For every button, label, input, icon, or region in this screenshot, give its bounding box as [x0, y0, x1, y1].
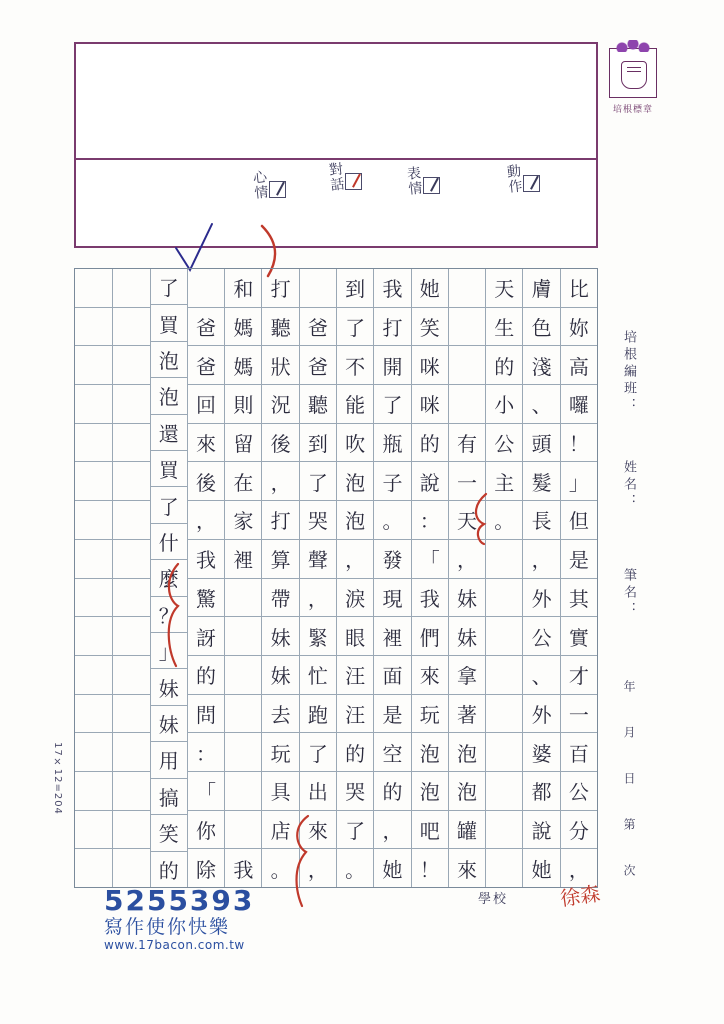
grid-cell[interactable]: 哭	[337, 772, 373, 811]
grid-cell[interactable]	[113, 424, 149, 463]
grid-cell[interactable]: 聲	[300, 540, 336, 579]
grid-cell[interactable]: 裡	[374, 617, 410, 656]
grid-cell[interactable]: 有	[449, 424, 485, 463]
grid-cell[interactable]: 爸	[300, 308, 336, 347]
grid-cell[interactable]	[113, 656, 149, 695]
grid-cell[interactable]: 主	[486, 462, 522, 501]
grid-cell[interactable]	[75, 462, 112, 501]
grid-cell[interactable]: 公	[523, 617, 559, 656]
grid-cell[interactable]: ，	[307, 857, 328, 882]
grid-cell[interactable]: 淚	[337, 579, 373, 618]
school-label: 學校	[478, 892, 509, 907]
grid-cell[interactable]: 的	[486, 346, 522, 385]
grid-cell[interactable]: 我	[374, 269, 410, 308]
grid-cell[interactable]: 來	[457, 857, 478, 882]
grid-cell[interactable]: 淺	[523, 346, 559, 385]
grid-cell[interactable]: 都	[523, 772, 559, 811]
grid-cell[interactable]	[449, 346, 485, 385]
grid-cell[interactable]	[75, 617, 112, 656]
grid-cell[interactable]	[113, 695, 149, 734]
grid-cell[interactable]: 到	[300, 424, 336, 463]
grid-cell[interactable]: 泡	[151, 342, 187, 378]
grid-column	[485, 269, 522, 887]
grid-cell[interactable]	[113, 617, 149, 656]
grid-cell[interactable]	[75, 346, 112, 385]
grid-cell[interactable]: 的	[337, 733, 373, 772]
grid-column	[448, 269, 485, 887]
grid-cell[interactable]: 是	[561, 540, 597, 579]
grid-cell[interactable]	[75, 308, 112, 347]
grid-cell[interactable]	[75, 501, 112, 540]
grid-cell[interactable]: 跑	[300, 695, 336, 734]
grid-cell[interactable]: 來	[188, 424, 224, 463]
grid-cell[interactable]: 買	[151, 451, 187, 487]
grid-column-empty	[75, 269, 112, 887]
grid-cell[interactable]: 了	[374, 385, 410, 424]
grid-cell[interactable]: 帶	[262, 579, 298, 618]
grid-cell[interactable]	[75, 385, 112, 424]
grid-cell[interactable]: 除	[196, 857, 217, 882]
grid-cell[interactable]: 小	[486, 385, 522, 424]
grid-cell[interactable]: 泡	[449, 733, 485, 772]
teacher-signature: 徐森	[558, 881, 602, 911]
grid-cell[interactable]	[75, 269, 112, 308]
field-name[interactable]: 姓名：	[621, 460, 636, 511]
grid-cell[interactable]: 笑	[151, 815, 187, 851]
grid-cell[interactable]: 驚	[188, 579, 224, 618]
grid-cell[interactable]	[75, 656, 112, 695]
grid-cell[interactable]	[449, 308, 485, 347]
grid-cell[interactable]: 了	[300, 462, 336, 501]
checkbox-mood-label: 心情	[250, 169, 270, 201]
grid-cell[interactable]: 了	[337, 308, 373, 347]
grid-cell[interactable]: 笑	[412, 308, 448, 347]
grid-cell[interactable]: 們	[412, 617, 448, 656]
grid-cell[interactable]: 你	[188, 811, 224, 850]
grid-cell[interactable]: 、	[523, 656, 559, 695]
grid-cell[interactable]: 開	[374, 346, 410, 385]
grid-cell[interactable]: 高	[561, 346, 597, 385]
grid-cell[interactable]	[113, 811, 149, 850]
grid-cell[interactable]: 泡	[337, 462, 373, 501]
grid-cell[interactable]: 。	[374, 501, 410, 540]
grid-cell[interactable]: 聽	[262, 308, 298, 347]
grid-cell[interactable]: 緊	[300, 617, 336, 656]
grid-cell[interactable]	[225, 695, 261, 734]
grid-cell[interactable]: 汪	[337, 656, 373, 695]
grid-cell[interactable]: 妹	[449, 579, 485, 618]
grid-cell[interactable]: 其	[561, 579, 597, 618]
grid-cell[interactable]	[486, 772, 522, 811]
checkbox-mood[interactable]	[252, 170, 286, 200]
grid-cell[interactable]: 店	[262, 811, 298, 850]
grid-cell[interactable]: 在	[225, 462, 261, 501]
red-correction-mark-2	[160, 560, 190, 670]
grid-cell[interactable]	[113, 540, 149, 579]
grid-cell[interactable]: 爸	[188, 308, 224, 347]
grid-cell[interactable]: 現	[374, 579, 410, 618]
grid-cell[interactable]: 子	[374, 462, 410, 501]
checkbox-dialogue-label: 對話	[326, 161, 346, 193]
checkbox-expression[interactable]	[406, 166, 440, 196]
grid-cell[interactable]: 的	[158, 858, 179, 883]
grid-cell[interactable]: 一	[449, 462, 485, 501]
grid-cell[interactable]: 婆	[523, 733, 559, 772]
grid-cell[interactable]	[225, 617, 261, 656]
grid-cell[interactable]: ，	[374, 811, 410, 850]
grid-cell[interactable]: 妳	[561, 308, 597, 347]
grid-cell[interactable]: 打	[262, 269, 298, 308]
grid-cell[interactable]: 。	[486, 501, 522, 540]
grid-cell[interactable]: 泡	[151, 378, 187, 414]
grid-cell[interactable]: 留	[225, 424, 261, 463]
grid-cell[interactable]	[225, 656, 261, 695]
grid-cell[interactable]	[225, 772, 261, 811]
grid-cell[interactable]: 但	[561, 501, 597, 540]
checkbox-expression-label: 表情	[404, 165, 424, 197]
grid-cell[interactable]: 外	[523, 579, 559, 618]
grid-cell[interactable]: 的	[374, 772, 410, 811]
grid-cell[interactable]: 天	[486, 269, 522, 308]
logo-caption: 培根標章	[612, 105, 653, 115]
grid-cell[interactable]: 公	[561, 772, 597, 811]
grid-cell[interactable]: 色	[523, 308, 559, 347]
grid-cell[interactable]: 了	[151, 487, 187, 523]
grid-column	[522, 269, 559, 887]
grid-cell[interactable]: 我	[188, 540, 224, 579]
grid-cell[interactable]: 一	[561, 695, 597, 734]
grid-cell[interactable]	[113, 269, 149, 308]
grid-cell[interactable]	[113, 462, 149, 501]
grid-cell[interactable]: 妹	[449, 617, 485, 656]
grid-column	[224, 269, 261, 887]
checkbox-mood-box[interactable]	[269, 181, 286, 198]
grid-cell[interactable]: 打	[374, 308, 410, 347]
grid-cell[interactable]: ，	[300, 579, 336, 618]
grid-cell[interactable]: 髮	[523, 462, 559, 501]
grid-cell[interactable]: 咪	[412, 346, 448, 385]
grid-cell[interactable]: 了	[151, 269, 187, 305]
grid-cell[interactable]: 泡	[449, 772, 485, 811]
grid-cell[interactable]	[486, 849, 522, 887]
checkbox-action-box[interactable]	[523, 175, 540, 192]
grid-column-empty	[112, 269, 149, 887]
grid-cell[interactable]: 算	[262, 540, 298, 579]
grid-cell[interactable]: 比	[561, 269, 597, 308]
grid-cell[interactable]: 用	[151, 742, 187, 778]
grid-cell[interactable]: 拿	[449, 656, 485, 695]
grid-cell[interactable]: ，	[262, 462, 298, 501]
sheet-code: 17×12=204	[52, 742, 63, 815]
grid-cell[interactable]: 、	[523, 385, 559, 424]
slogan-text: 寫作使你快樂	[104, 916, 231, 938]
grid-cell[interactable]: ，	[523, 540, 559, 579]
grid-cell[interactable]: 說	[523, 811, 559, 850]
grid-cell[interactable]: 「	[188, 772, 224, 811]
grid-cell[interactable]: 打	[262, 501, 298, 540]
grid-cell[interactable]: 實	[561, 617, 597, 656]
grid-cell[interactable]	[113, 579, 149, 618]
grid-cell[interactable]: 天	[449, 501, 485, 540]
checkbox-expression-box[interactable]	[423, 177, 440, 194]
grid-cell[interactable]: 囉	[561, 385, 597, 424]
checkbox-row	[76, 158, 596, 248]
grid-cell[interactable]	[486, 656, 522, 695]
grid-cell[interactable]	[75, 772, 112, 811]
grid-cell[interactable]: 」	[561, 462, 597, 501]
grid-cell[interactable]: 什	[151, 524, 187, 560]
grid-cell[interactable]	[113, 849, 149, 887]
grid-cell[interactable]: 妹	[151, 669, 187, 705]
grid-cell[interactable]: 汪	[337, 695, 373, 734]
grid-cell[interactable]: 生	[486, 308, 522, 347]
grid-cell[interactable]: 來	[300, 811, 336, 850]
grid-column	[411, 269, 448, 887]
grid-cell[interactable]: 著	[449, 695, 485, 734]
grid-cell[interactable]	[75, 849, 112, 887]
writing-grid	[74, 268, 598, 888]
form-fields-column	[600, 330, 640, 900]
grid-column	[336, 269, 373, 887]
grid-cell[interactable]	[486, 733, 522, 772]
grid-cell[interactable]	[300, 269, 336, 308]
grid-column	[187, 269, 224, 887]
red-correction-mark-1	[468, 490, 498, 546]
grid-cell[interactable]: 「	[412, 540, 448, 579]
field-date[interactable]: 年 月 日 第 次	[622, 680, 636, 886]
grid-cell[interactable]: ，	[449, 540, 485, 579]
grid-cell[interactable]: 眼	[337, 617, 373, 656]
grid-cell[interactable]: 。	[345, 857, 366, 882]
grid-cell[interactable]: 說	[412, 462, 448, 501]
grid-cell[interactable]: ，	[568, 857, 589, 882]
grid-cell[interactable]: ？	[151, 597, 187, 633]
grid-cell[interactable]	[449, 385, 485, 424]
grid-cell[interactable]: 我	[412, 579, 448, 618]
grid-cell[interactable]: 吹	[337, 424, 373, 463]
grid-cell[interactable]: 裡	[225, 540, 261, 579]
grid-cell[interactable]: 搞	[151, 779, 187, 815]
grid-cell[interactable]	[113, 772, 149, 811]
grid-cell[interactable]: ！	[561, 424, 597, 463]
grid-cell[interactable]: 狀	[262, 346, 298, 385]
grid-cell[interactable]: 媽	[225, 308, 261, 347]
grid-cell[interactable]: 泡	[337, 501, 373, 540]
grid-cell[interactable]: 爸	[300, 346, 336, 385]
grid-cell[interactable]: 。	[270, 857, 291, 882]
grid-cell[interactable]	[113, 501, 149, 540]
grid-cell[interactable]: 後	[262, 424, 298, 463]
grid-cell[interactable]	[486, 695, 522, 734]
grid-cell[interactable]	[113, 346, 149, 385]
grid-cell[interactable]: 還	[151, 415, 187, 451]
grid-cell[interactable]: 她	[531, 857, 552, 882]
grid-cell[interactable]	[75, 733, 112, 772]
bacon-logo	[600, 48, 666, 126]
grid-cell[interactable]: 哭	[300, 501, 336, 540]
grid-cell[interactable]: 家	[225, 501, 261, 540]
header-box	[74, 42, 598, 248]
grid-cell[interactable]: 來	[412, 656, 448, 695]
grid-cell[interactable]: 外	[523, 695, 559, 734]
grid-cell[interactable]	[486, 811, 522, 850]
grid-cell[interactable]: 回	[188, 385, 224, 424]
grid-cell[interactable]	[225, 579, 261, 618]
grid-cell[interactable]	[188, 269, 224, 308]
grid-cell[interactable]	[113, 385, 149, 424]
grid-cell[interactable]: ：	[412, 501, 448, 540]
grid-cell[interactable]: 後	[188, 462, 224, 501]
field-class[interactable]: 培根編班：	[621, 330, 636, 415]
grid-cell[interactable]: 的	[188, 656, 224, 695]
grid-cell[interactable]: 她	[382, 857, 403, 882]
grid-cell[interactable]: 能	[337, 385, 373, 424]
grid-cell[interactable]	[225, 811, 261, 850]
grid-cell[interactable]: 長	[523, 501, 559, 540]
grid-cell[interactable]: ！	[419, 857, 440, 882]
grid-cell[interactable]: 咪	[412, 385, 448, 424]
grid-cell[interactable]: 況	[262, 385, 298, 424]
grid-cell[interactable]: 她	[412, 269, 448, 308]
grid-cell[interactable]	[486, 617, 522, 656]
grid-cell[interactable]: 吧	[412, 811, 448, 850]
field-penname[interactable]: 筆名：	[621, 568, 636, 619]
grid-cell[interactable]: 的	[412, 424, 448, 463]
grid-cell[interactable]: 分	[561, 811, 597, 850]
grid-cell[interactable]: 我	[233, 857, 254, 882]
grid-cell[interactable]: 訝	[188, 617, 224, 656]
grid-column	[373, 269, 410, 887]
grid-cell[interactable]: ，	[188, 501, 224, 540]
grid-cell[interactable]: 妹	[262, 656, 298, 695]
grid-cell[interactable]: 買	[151, 305, 187, 341]
grid-cell[interactable]: 到	[337, 269, 373, 308]
checkbox-dialogue[interactable]	[328, 162, 362, 192]
grid-cell[interactable]: 爸	[188, 346, 224, 385]
grid-cell[interactable]: 頭	[523, 424, 559, 463]
grid-cell[interactable]: 忙	[300, 656, 336, 695]
grid-cell[interactable]: 面	[374, 656, 410, 695]
grid-cell[interactable]	[75, 540, 112, 579]
grid-cell[interactable]: 百	[561, 733, 597, 772]
checkbox-dialogue-box[interactable]	[345, 173, 362, 190]
grid-cell[interactable]: 公	[486, 424, 522, 463]
grid-column	[299, 269, 336, 887]
serial-number: 5255393	[104, 884, 255, 917]
grid-cell[interactable]: 媽	[225, 346, 261, 385]
checkbox-action-label: 動作	[504, 163, 524, 195]
grid-cell[interactable]: 瓶	[374, 424, 410, 463]
grid-cell[interactable]: 是	[374, 695, 410, 734]
grid-cell[interactable]: 了	[300, 733, 336, 772]
grid-cell[interactable]	[225, 733, 261, 772]
grid-cell[interactable]: 問	[188, 695, 224, 734]
grid-cell[interactable]: 妹	[151, 706, 187, 742]
grid-cell[interactable]	[75, 695, 112, 734]
grid-cell[interactable]: 聽	[300, 385, 336, 424]
grid-cell[interactable]: 玩	[262, 733, 298, 772]
grid-cell[interactable]: 去	[262, 695, 298, 734]
grid-column	[261, 269, 298, 887]
grid-cell[interactable]: ，	[337, 540, 373, 579]
bacon-mascot-icon	[609, 48, 657, 98]
grid-cell[interactable]: 罐	[449, 811, 485, 850]
grid-cell[interactable]: 則	[225, 385, 261, 424]
grid-cell[interactable]: 妹	[262, 617, 298, 656]
grid-cell[interactable]: 具	[262, 772, 298, 811]
grid-cell[interactable]: 玩	[412, 695, 448, 734]
grid-cell[interactable]: 和	[225, 269, 261, 308]
grid-cell[interactable]	[449, 269, 485, 308]
grid-column	[560, 269, 597, 887]
red-correction-mark-3	[286, 812, 320, 908]
grid-cell[interactable]: 膚	[523, 269, 559, 308]
grid-cell[interactable]: 」	[151, 633, 187, 669]
website-url[interactable]: www.17bacon.com.tw	[104, 938, 245, 952]
grid-cell[interactable]: ：	[188, 733, 224, 772]
grid-cell[interactable]: 泡	[412, 733, 448, 772]
checkbox-action[interactable]	[506, 164, 540, 194]
grid-cell[interactable]: 麼	[151, 560, 187, 596]
grid-cell[interactable]	[75, 424, 112, 463]
grid-cell[interactable]: 出	[300, 772, 336, 811]
grid-cell[interactable]: 泡	[412, 772, 448, 811]
grid-cell[interactable]: 不	[337, 346, 373, 385]
grid-cell[interactable]	[75, 579, 112, 618]
grid-cell[interactable]	[75, 811, 112, 850]
grid-cell[interactable]	[486, 579, 522, 618]
grid-cell[interactable]: 發	[374, 540, 410, 579]
grid-cell[interactable]	[113, 308, 149, 347]
grid-cell[interactable]	[113, 733, 149, 772]
grid-cell[interactable]: 空	[374, 733, 410, 772]
grid-cell[interactable]: 了	[337, 811, 373, 850]
grid-cell[interactable]: 才	[561, 656, 597, 695]
